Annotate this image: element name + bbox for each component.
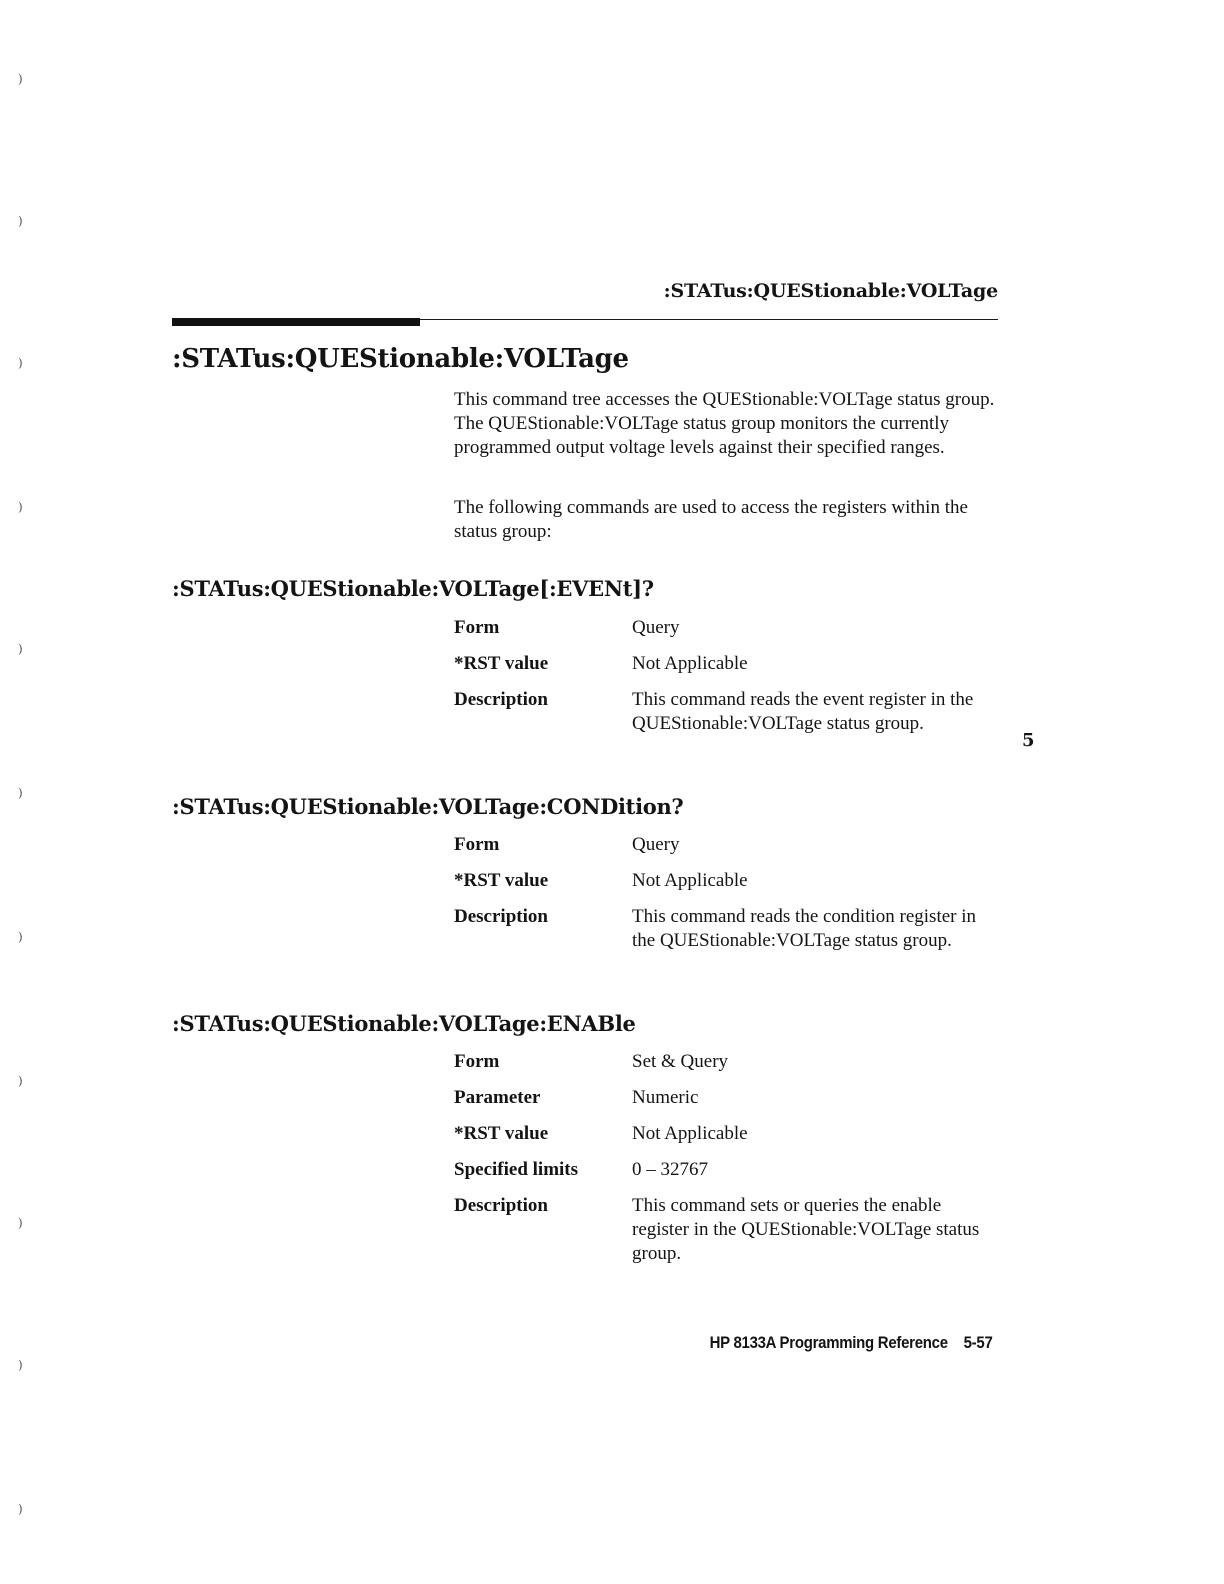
property-row — [454, 1050, 1014, 1074]
binder-mark: ) — [18, 1074, 23, 1088]
property-value: Set & Query — [632, 1051, 729, 1072]
property-value: 0 – 32767 — [632, 1159, 708, 1180]
binder-mark: ) — [18, 642, 23, 656]
property-row — [454, 616, 1014, 640]
property-value: This command sets or queries the enable register in the QUEStionable:VOLTage status group. — [632, 1195, 980, 1264]
property-label: *RST value — [454, 870, 549, 891]
property-label: Description — [454, 1195, 548, 1216]
property-row — [454, 1086, 1014, 1110]
binder-mark: ) — [18, 930, 23, 944]
property-label: Parameter — [454, 1087, 541, 1108]
property-label: *RST value — [454, 1123, 549, 1144]
property-row — [454, 833, 1014, 857]
property-label: Description — [454, 906, 548, 927]
command-title-event: :STATus:QUEStionable:VOLTage[:EVENt]? — [172, 576, 654, 601]
property-label: Specified limits — [454, 1159, 579, 1180]
property-label: Form — [454, 1051, 500, 1072]
intro-paragraph: This command tree accesses the QUEStionable:VOLTage status group. The QUEStionable:VOLTage status group monitors the currently programmed output voltage levels against their specified ranges. — [454, 389, 995, 458]
property-row — [454, 688, 1014, 736]
property-value: Not Applicable — [632, 1123, 748, 1144]
property-value: Not Applicable — [632, 870, 748, 891]
page-number: 5-57 — [963, 1333, 992, 1352]
property-row — [454, 1122, 1014, 1146]
property-value: This command reads the event register in the QUEStionable:VOLTage status group. — [632, 689, 974, 734]
binder-mark: ) — [18, 1358, 23, 1372]
property-row — [454, 905, 1014, 953]
binder-mark: ) — [18, 214, 23, 228]
property-value: Query — [632, 834, 680, 855]
property-row — [454, 652, 1014, 676]
property-label: Description — [454, 689, 548, 710]
property-label: Form — [454, 834, 500, 855]
chapter-tab: 5 — [1022, 730, 1035, 751]
command-properties-event — [454, 616, 1014, 748]
running-header: :STATus:QUEStionable:VOLTage — [663, 280, 998, 302]
property-label: *RST value — [454, 653, 549, 674]
binder-mark: ) — [18, 786, 23, 800]
property-value: Query — [632, 617, 680, 638]
command-title-enable: :STATus:QUEStionable:VOLTage:ENABle — [172, 1011, 636, 1036]
property-value: This command reads the condition register in the QUEStionable:VOLTage status group. — [632, 906, 977, 951]
property-value: Numeric — [632, 1087, 699, 1108]
page-footer — [709, 1333, 992, 1353]
property-value: Not Applicable — [632, 653, 748, 674]
binder-mark: ) — [18, 356, 23, 370]
property-row — [454, 869, 1014, 893]
property-row — [454, 1158, 1014, 1182]
page-title: :STATus:QUEStionable:VOLTage — [172, 344, 629, 374]
property-row — [454, 1194, 1014, 1266]
intro-paragraph: The following commands are used to access the registers within the status group: — [454, 497, 968, 542]
command-title-condition: :STATus:QUEStionable:VOLTage:CONDition? — [172, 794, 684, 819]
property-label: Form — [454, 617, 500, 638]
binder-mark: ) — [18, 72, 23, 86]
binder-mark: ) — [18, 1216, 23, 1230]
binder-mark: ) — [18, 1502, 23, 1516]
manual-title: HP 8133A Programming Reference — [709, 1333, 948, 1352]
binder-mark: ) — [18, 500, 23, 514]
command-properties-enable — [454, 1050, 1014, 1278]
command-properties-condition — [454, 833, 1014, 965]
header-rule-accent — [172, 318, 420, 326]
